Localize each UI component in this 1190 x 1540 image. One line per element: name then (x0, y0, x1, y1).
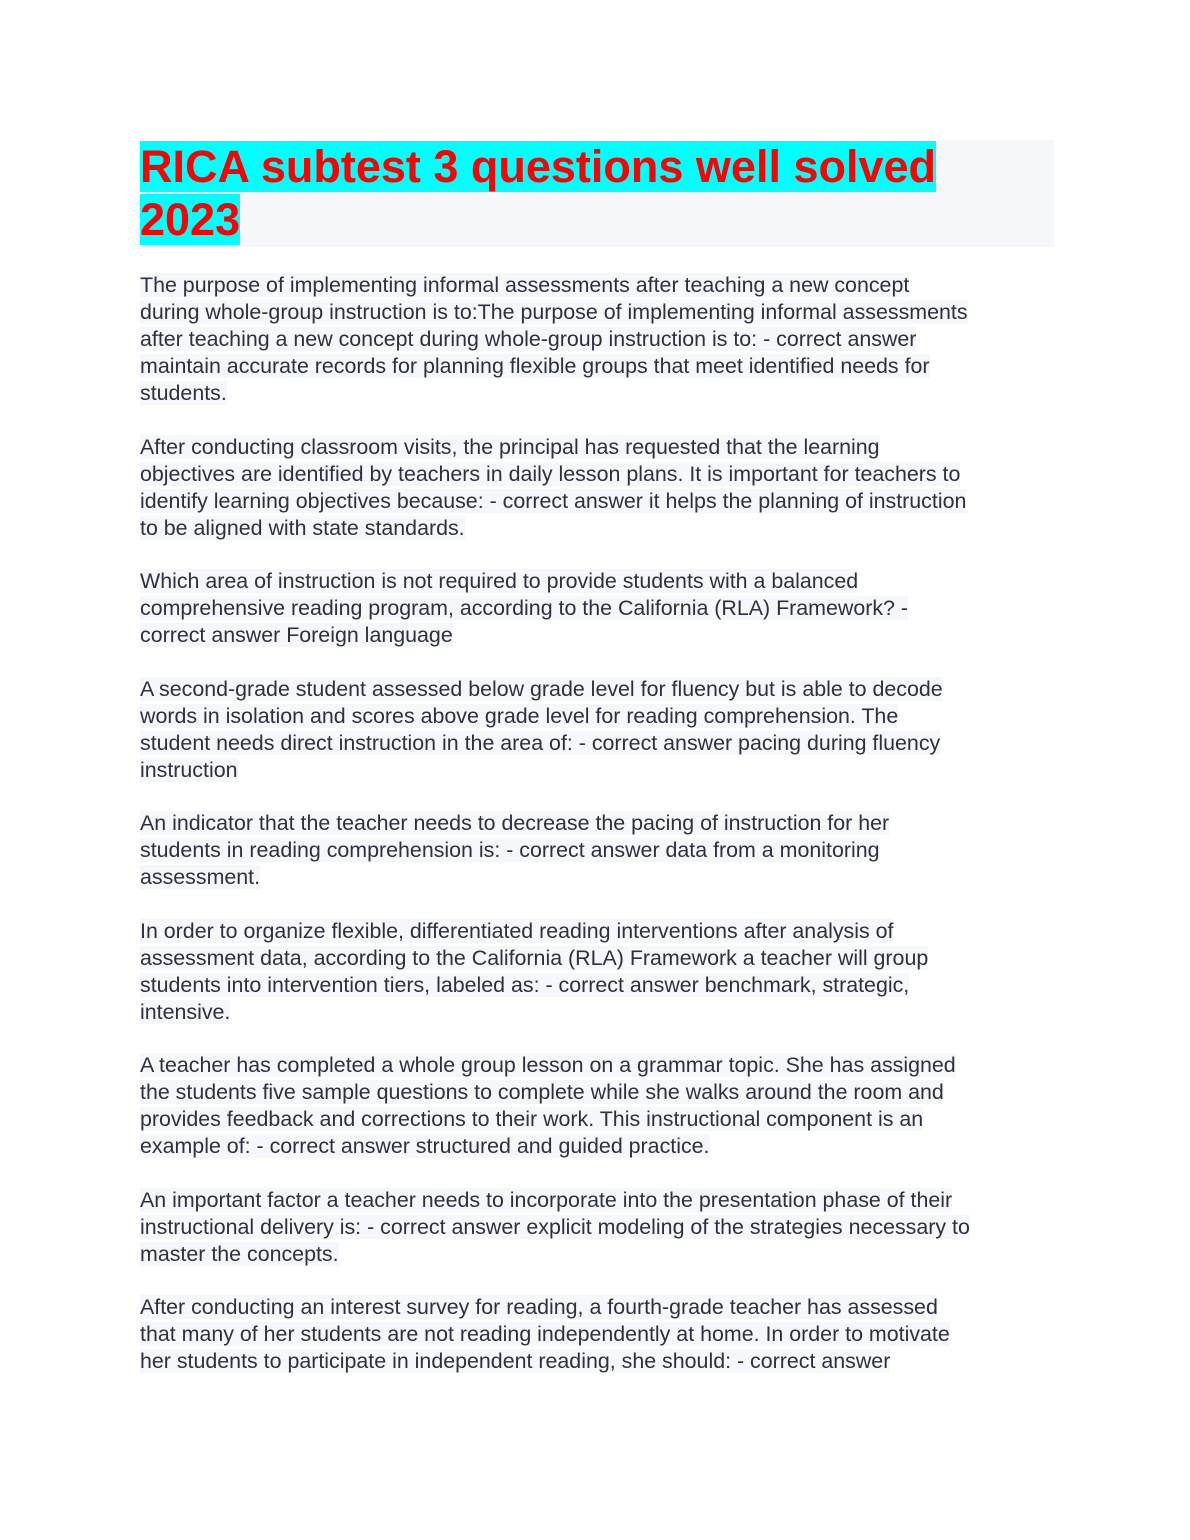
qa-line: example of: - correct answer structured and guided practice. (140, 1134, 710, 1158)
qa-line: student needs direct instruction in the area of: - correct answer pacing during fluency (140, 730, 941, 755)
qa-paragraph (140, 810, 1054, 891)
qa-line: maintain accurate records for planning flexible groups that meet identified needs for (140, 354, 930, 378)
qa-line: Which area of instruction is not required to provide students with a balanced (140, 569, 859, 593)
qa-paragraph (140, 1294, 1054, 1375)
qa-line: assessment data, according to the California (RLA) Framework a teacher will group (140, 945, 929, 970)
qa-line: A second-grade student assessed below grade level for fluency but is able to decode (140, 676, 943, 701)
qa-line: intensive. (140, 999, 231, 1024)
qa-line: After conducting an interest survey for reading, a fourth-grade teacher has assessed (140, 1295, 938, 1319)
qa-paragraph (140, 1187, 1054, 1268)
qa-paragraph (140, 434, 1054, 542)
document-title (140, 140, 1054, 246)
qa-line: students in reading comprehension is: - correct answer data from a monitoring (140, 838, 880, 862)
qa-line: An indicator that the teacher needs to decrease the pacing of instruction for her (140, 811, 890, 835)
qa-line: that many of her students are not reading independently at home. In order to motivate (140, 1322, 950, 1346)
qa-line: instructional delivery is: - correct answer explicit modeling of the strategies necessary to (140, 1214, 970, 1239)
qa-line: words in isolation and scores above grade level for reading comprehension. The (140, 703, 899, 728)
qa-line: After conducting classroom visits, the principal has requested that the learning (140, 434, 880, 459)
qa-line: her students to participate in independent reading, she should: - correct answer (140, 1349, 891, 1373)
qa-line: after teaching a new concept during whole-group instruction is to: - correct answer (140, 327, 917, 351)
title-block (140, 140, 1054, 247)
qa-line: identify learning objectives because: - correct answer it helps the planning of instruction (140, 488, 967, 513)
qa-line: A teacher has completed a whole group lesson on a grammar topic. She has assigned (140, 1053, 956, 1077)
qa-line: comprehensive reading program, according to the California (RLA) Framework? - (140, 596, 909, 620)
qa-line: assessment. (140, 865, 261, 889)
qa-line: instruction (140, 757, 238, 782)
qa-line: provides feedback and corrections to their work. This instructional component is an (140, 1107, 924, 1131)
title-line-1: RICA subtest 3 questions well solved (140, 141, 937, 192)
qa-paragraph (140, 1052, 1054, 1160)
qa-line: The purpose of implementing informal assessments after teaching a new concept (140, 273, 910, 297)
qa-line: master the concepts. (140, 1241, 339, 1266)
qa-line: students into intervention tiers, labeled as: - correct answer benchmark, strategic, (140, 972, 910, 997)
qa-line: In order to organize flexible, differentiated reading interventions after analysis of (140, 918, 894, 943)
qa-line: the students five sample questions to complete while she walks around the room and (140, 1080, 944, 1104)
qa-line: objectives are identified by teachers in daily lesson plans. It is important for teachers to (140, 461, 961, 486)
qa-line: students. (140, 381, 227, 405)
qa-line: to be aligned with state standards. (140, 515, 465, 540)
document-body (140, 272, 1054, 1402)
qa-line: during whole-group instruction is to:The purpose of implementing informal assessments (140, 300, 968, 324)
qa-paragraph (140, 918, 1054, 1026)
qa-line: correct answer Foreign language (140, 623, 453, 647)
qa-paragraph (140, 676, 1054, 784)
title-line-2: 2023 (140, 194, 241, 245)
qa-paragraph (140, 272, 1054, 407)
qa-line: An important factor a teacher needs to incorporate into the presentation phase of their (140, 1187, 953, 1212)
qa-paragraph (140, 568, 1054, 649)
